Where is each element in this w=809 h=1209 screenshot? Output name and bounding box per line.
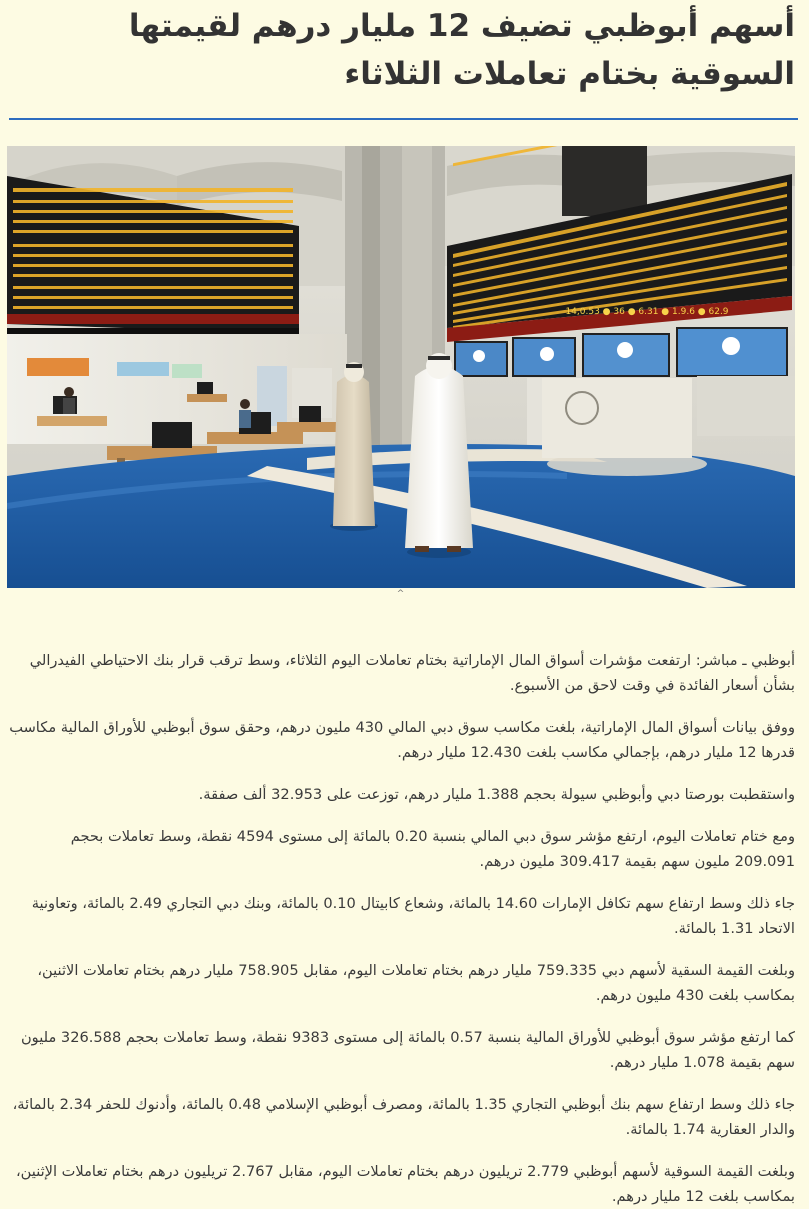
- photo-caption-mark: ^: [396, 589, 405, 599]
- man-right-figure: [405, 353, 473, 558]
- stock-exchange-trading-floor-photo: [7, 146, 795, 588]
- article-photo: [7, 146, 795, 588]
- article-paragraph: وبلغت القيمة السقية لأسهم دبي 759.335 مليار درهم بختام تعاملات اليوم، مقابل 758.905 مليار درهم بختام تعاملات الاثنين، بمكاسب بلغت 430 مليون درهم.: [37, 962, 795, 1004]
- article-headline: أسهم أبوظبي تضيف 12 مليار درهم لقيمتها السوقية بختام تعاملات الثلاثاء: [128, 8, 795, 92]
- article-paragraph: كما ارتفع مؤشر سوق أبوظبي للأوراق المالية بنسبة 0.57 بالمائة إلى مستوى 9383 نقطة، وسط تعاملات بحجم 326.588 مليون سهم بقيمة 1.078 مليار درهم.: [20, 1029, 795, 1071]
- ticker-text: 14,0.53 ● 36 ● 6.31 ● 1.9.6 ● 62.9: [565, 307, 729, 317]
- article-body: [6, 648, 795, 1209]
- article-paragraph: واستقطبت بورصتا دبي وأبوظبي سيولة بحجم 1.388 مليار درهم، توزعت على 32.953 ألف صفقة.: [198, 786, 795, 803]
- article-paragraph: ووفق بيانات أسواق المال الإماراتية، بلغت مكاسب سوق دبي المالي 430 مليون درهم، وحقق سوق أبوظبي للأوراق المالية مكاسب قدرها 12 مليار درهم، بإجمالي مكاسب بلغت 12.430 مليار درهم.: [9, 719, 795, 761]
- headline-divider: [9, 118, 798, 120]
- article-paragraph: أبوظبي ـ مباشر: ارتفعت مؤشرات أسواق المال الإماراتية بختام تعاملات اليوم الثلاثاء، وسط ترقب قرار بنك الاحتياطي الفيدرالي بشأن أسعار الفائدة في وقت لاحق من الأسبوع.: [29, 652, 795, 694]
- article-paragraph: جاء ذلك وسط ارتفاع سهم بنك أبوظبي التجاري 1.35 بالمائة، ومصرف أبوظبي الإسلامي 0.48 بالمائة، وأدنوك للحفر 2.34 بالمائة، والدار العقارية 1.74 بالمائة.: [12, 1096, 795, 1138]
- article-paragraph: وبلغت القيمة السوقية لأسهم أبوظبي 2.779 تريليون درهم بختام تعاملات اليوم، مقابل 2.767 تريليون درهم بختام تعاملات الإثنين، بمكاسب بلغت 12 مليار درهم.: [15, 1163, 795, 1205]
- article-paragraph: ومع ختام تعاملات اليوم، ارتفع مؤشر سوق دبي المالي بنسبة 0.20 بالمائة إلى مستوى 4594 نقطة، وسط تعاملات بحجم 209.091 مليون سهم بقيمة 309.417 مليون درهم.: [70, 828, 795, 870]
- article-paragraph: جاء ذلك وسط ارتفاع سهم تكافل الإمارات 14.60 بالمائة، وشعاع كابيتال 0.10 بالمائة، وبنك دبي التجاري 2.49 بالمائة، وتعاونية الاتحاد 1.31 بالمائة.: [31, 895, 795, 937]
